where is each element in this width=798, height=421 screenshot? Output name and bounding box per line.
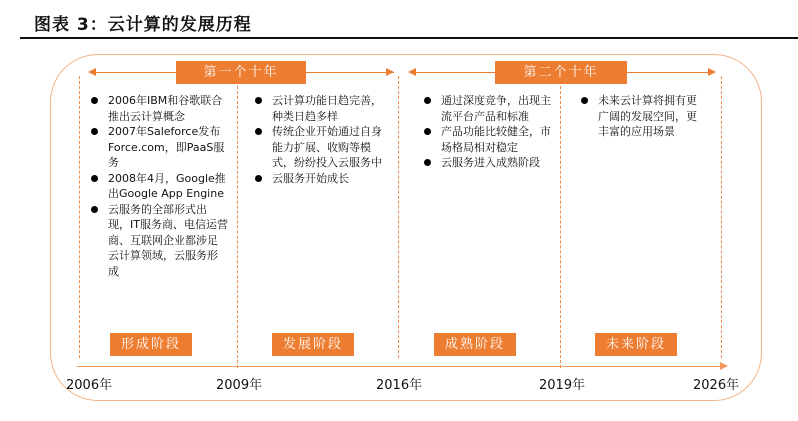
list-item: 云服务的全部形式出现，IT服务商、电信运营商、互联网企业都涉足云计算领域，云服务形成 [88,202,228,280]
bullet-icon [91,128,98,135]
year-2016: 2016年 [376,378,423,393]
list-item: 云服务进入成熟阶段 [421,155,551,171]
stage-formation: 形成阶段 [110,333,192,356]
column-formation [88,93,228,279]
year-2009: 2009年 [216,378,263,393]
column-future [578,93,706,140]
list-item: 产品功能比较健全，市场格局相对稳定 [421,124,551,155]
divider-2009 [237,86,238,368]
year-2019: 2019年 [539,378,586,393]
list-item: 云服务开始成长 [252,171,382,187]
divider-2006 [79,76,80,358]
list-item: 2008年4月，Google推出Google App Engine [88,171,228,202]
list-item: 未来云计算将拥有更广阔的发展空间，更丰富的应用场景 [578,93,706,140]
bullet-icon [424,128,431,135]
stage-development: 发展阶段 [272,333,354,356]
title-divider [20,37,798,39]
stage-future: 未来阶段 [595,333,677,356]
bullet-icon [255,97,262,104]
timeline-arrow-icon [720,362,728,370]
divider-2016 [398,76,399,358]
decade1-arrow-right-icon [386,68,394,76]
column-maturity [421,93,551,171]
decade2-arrow-right-icon [708,68,716,76]
column-development [252,93,382,186]
year-2006: 2006年 [66,378,113,393]
divider-2019 [560,86,561,368]
list-item: 传统企业开始通过自身能力扩展、收购等模式，纷纷投入云服务中 [252,124,382,171]
divider-2026 [721,76,722,358]
bullet-icon [91,97,98,104]
list-item: 通过深度竞争，出现主流平台产品和标准 [421,93,551,124]
list-item: 2007年Saleforce发布Force.com，即PaaS服务 [88,124,228,171]
list-item: 云计算功能日趋完善，种类日趋多样 [252,93,382,124]
bullet-icon [91,175,98,182]
decade-label-second: 第二个十年 [495,61,627,84]
bullet-icon [255,175,262,182]
bullet-icon [424,97,431,104]
stage-maturity: 成熟阶段 [434,333,516,356]
bullet-icon [91,206,98,213]
bullet-icon [255,128,262,135]
figure-title: 图表 3：云计算的发展历程 [34,15,252,35]
decade-label-first: 第一个十年 [176,61,306,84]
timeline-axis [77,366,721,367]
year-2026: 2026年 [693,378,740,393]
bullet-icon [424,159,431,166]
bullet-icon [581,97,588,104]
list-item: 2006年IBM和谷歌联合推出云计算概念 [88,93,228,124]
